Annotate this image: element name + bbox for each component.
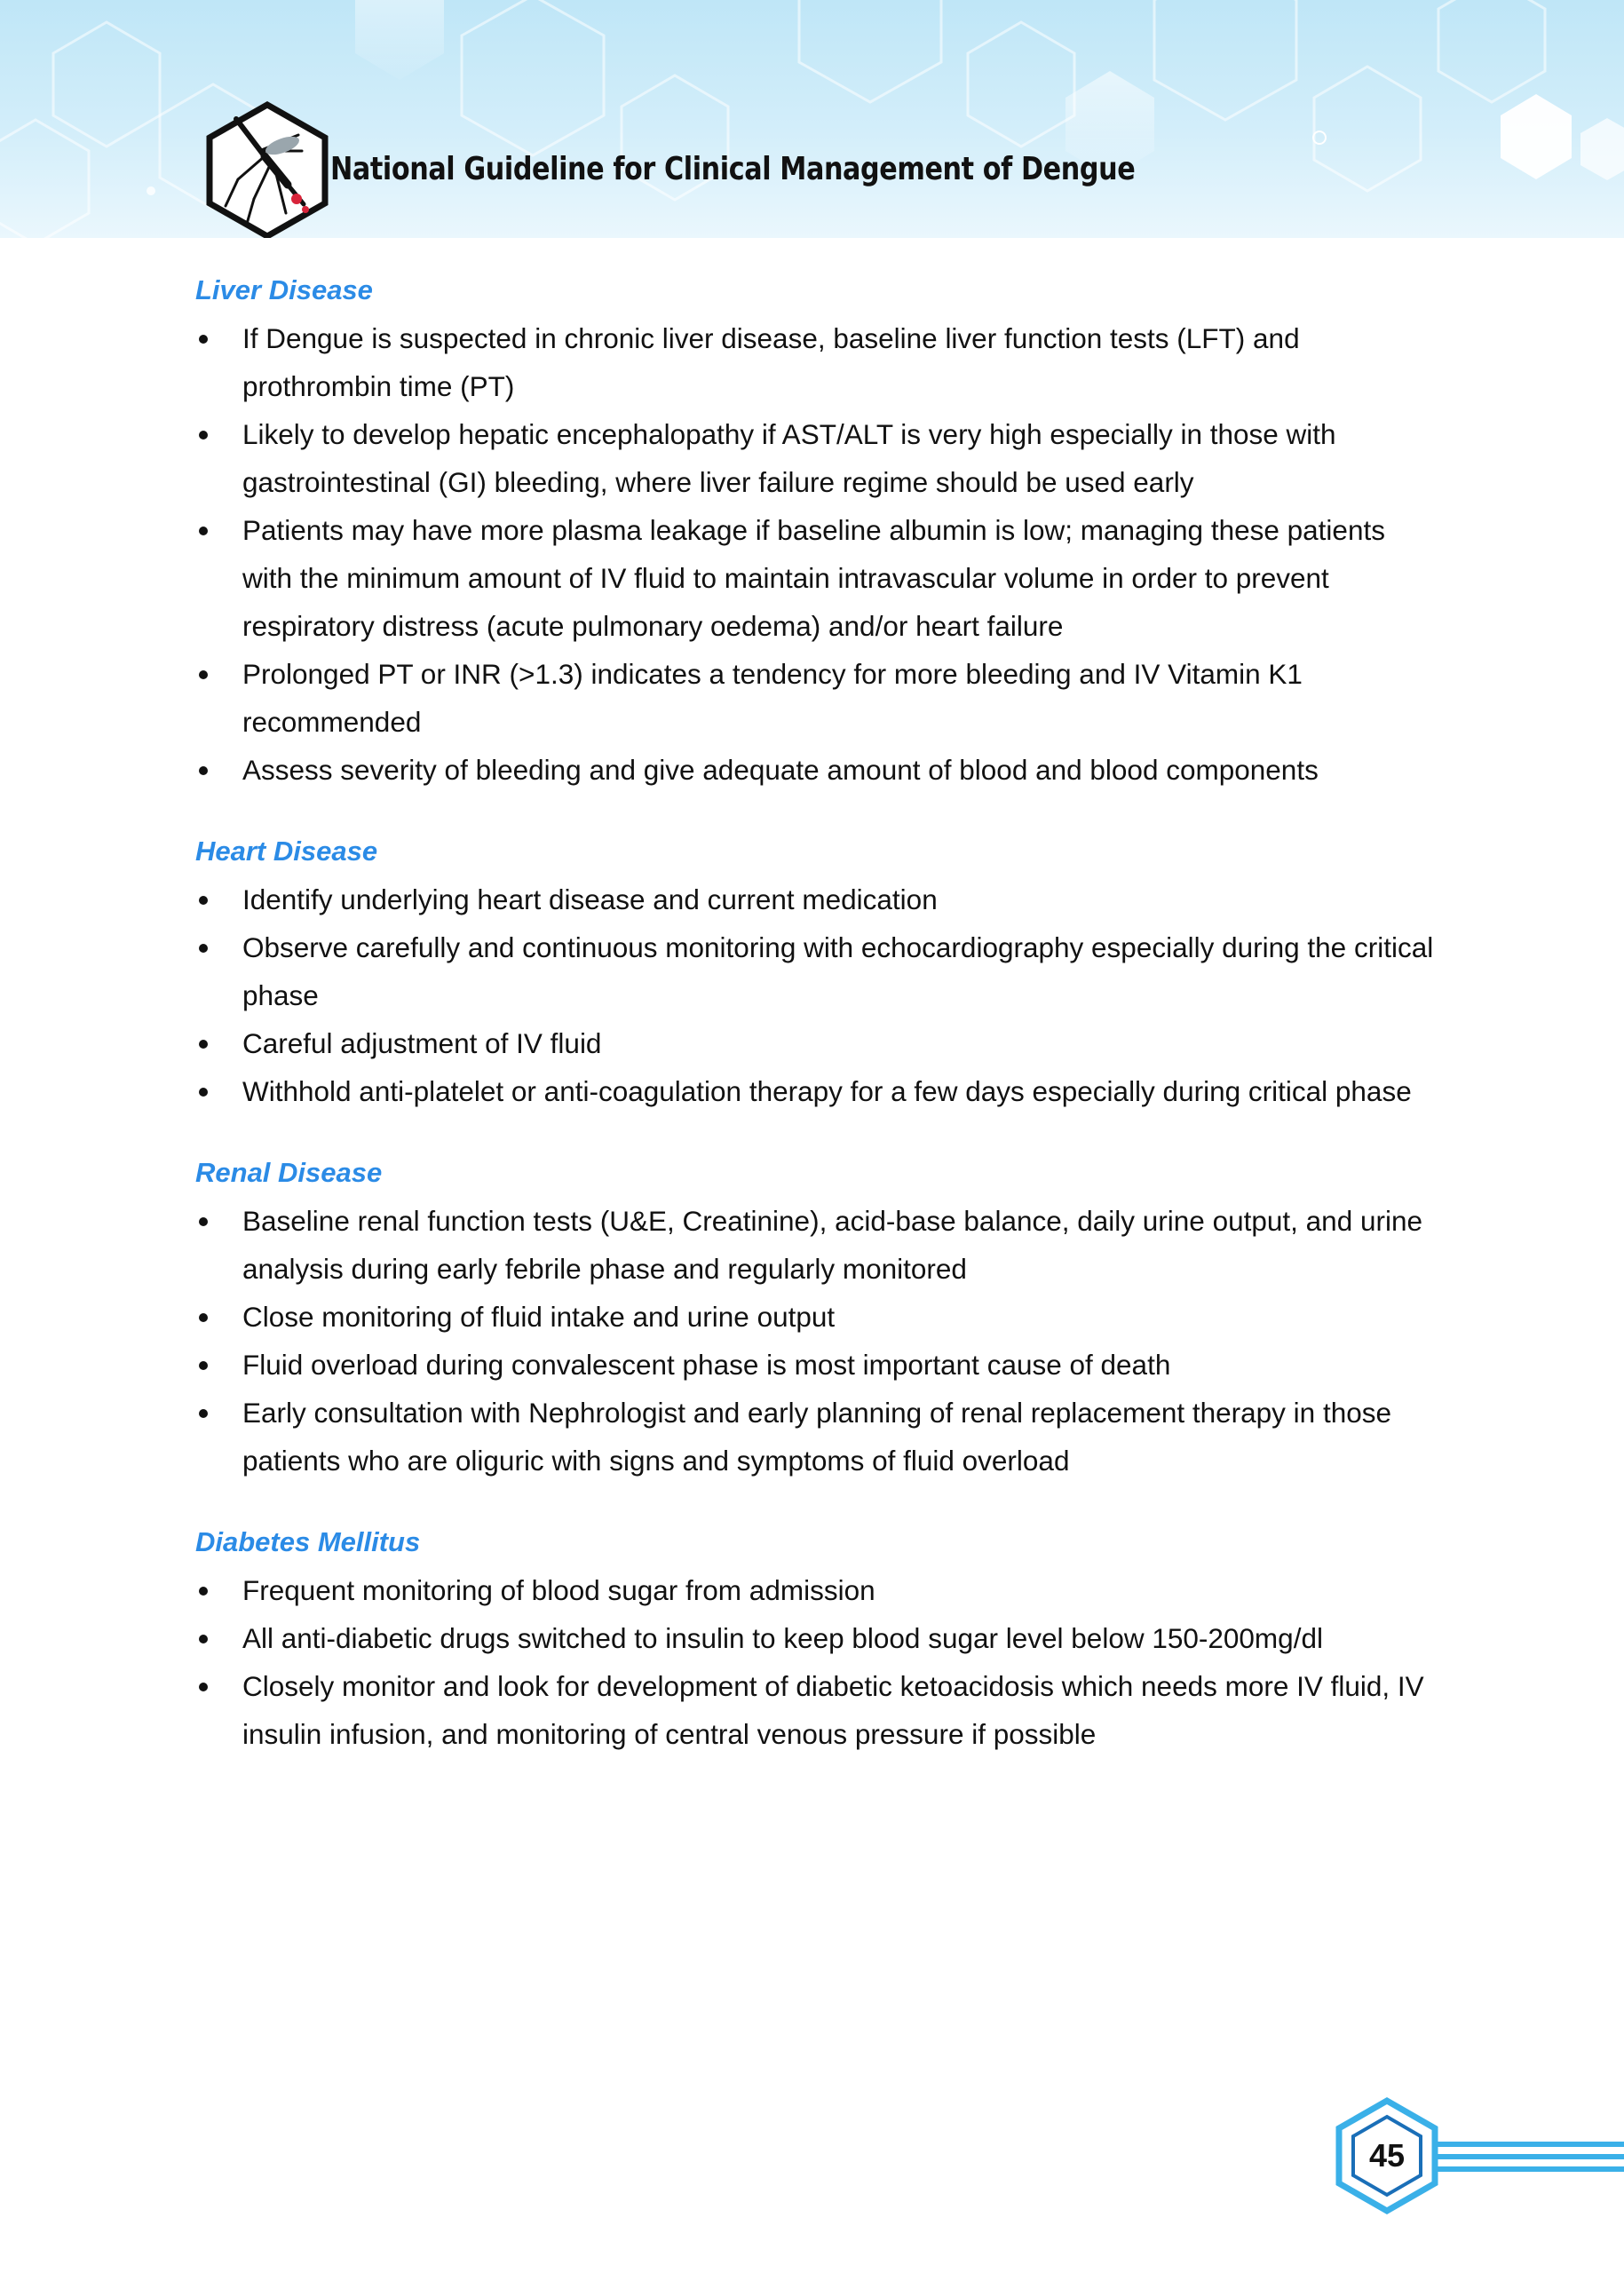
list-item-text: Patients may have more plasma leakage if baseline albumin is low; managing these patients with the minimum amount of IV fluid to maintain intravascular volume in order to prevent respiratory distress (acute pulmonary oedema) and/or heart failure	[242, 514, 1385, 642]
section-diabetes-mellitus	[195, 1518, 1438, 1758]
bullet-icon	[199, 1635, 208, 1643]
list-item	[195, 1566, 1438, 1614]
bullet-icon	[199, 1361, 208, 1370]
list-item	[195, 1197, 1438, 1293]
bullet-icon	[199, 431, 208, 440]
bullet-icon	[199, 766, 208, 775]
bullet-list	[195, 1566, 1438, 1758]
guideline-title: National Guideline for Clinical Management of Dengue	[330, 151, 1136, 187]
document-body	[195, 266, 1438, 1792]
list-item-text: Identify underlying heart disease and current medication	[242, 883, 938, 915]
list-item-text: Frequent monitoring of blood sugar from admission	[242, 1574, 875, 1606]
list-item	[195, 1293, 1438, 1341]
list-item	[195, 746, 1438, 794]
list-item-text: Withhold anti-platelet or anti-coagulation therapy for a few days especially during critical phase	[242, 1075, 1412, 1107]
bullet-icon	[199, 1088, 208, 1097]
list-item-text: Fluid overload during convalescent phase is most important cause of death	[242, 1349, 1171, 1381]
bullet-icon	[199, 1217, 208, 1226]
bullet-list	[195, 314, 1438, 794]
list-item	[195, 1019, 1438, 1067]
list-item-text: All anti-diabetic drugs switched to insulin to keep blood sugar level below 150-200mg/dl	[242, 1622, 1323, 1654]
page-header	[0, 0, 1624, 238]
list-item-text: Early consultation with Nephrologist and early planning of renal replacement therapy in those patients who are oliguric with signs and symptoms of fluid overload	[242, 1397, 1392, 1477]
list-item	[195, 1662, 1438, 1758]
section-title: Liver Disease	[195, 274, 373, 305]
list-item	[195, 410, 1438, 506]
section-title: Renal Disease	[195, 1157, 383, 1188]
bullet-list	[195, 1197, 1438, 1485]
list-item	[195, 1389, 1438, 1485]
list-item-text: If Dengue is suspected in chronic liver disease, baseline liver function tests (LFT) and prothrombin time (PT)	[242, 322, 1300, 402]
section-title: Heart Disease	[195, 836, 378, 867]
bullet-icon	[199, 1683, 208, 1691]
bullet-icon	[199, 1040, 208, 1049]
list-item	[195, 1067, 1438, 1115]
list-item-text: Close monitoring of fluid intake and urine output	[242, 1301, 836, 1333]
list-item	[195, 650, 1438, 746]
section-heart-disease	[195, 828, 1438, 1115]
list-item	[195, 314, 1438, 410]
bullet-list	[195, 875, 1438, 1115]
list-item-text: Closely monitor and look for development of diabetic ketoacidosis which needs more IV fluid, IV insulin infusion, and monitoring of central venous pressure if possible	[242, 1670, 1424, 1750]
list-item	[195, 506, 1438, 650]
list-item-text: Likely to develop hepatic encephalopathy if AST/ALT is very high especially in those with gastrointestinal (GI) bleeding, where liver failure regime should be used early	[242, 418, 1336, 498]
bullet-icon	[199, 1313, 208, 1322]
list-item	[195, 875, 1438, 923]
bullet-icon	[199, 670, 208, 679]
page-number: 45	[1368, 2137, 1406, 2174]
list-item-text: Baseline renal function tests (U&E, Creatinine), acid-base balance, daily urine output, and urine analysis during early febrile phase and regularly monitored	[242, 1205, 1423, 1285]
list-item-text: Prolonged PT or INR (>1.3) indicates a tendency for more bleeding and IV Vitamin K1 recommended	[242, 658, 1303, 738]
section-title: Diabetes Mellitus	[195, 1526, 421, 1557]
page-number-badge	[1314, 2094, 1624, 2218]
list-item-text: Careful adjustment of IV fluid	[242, 1027, 602, 1059]
list-item	[195, 1341, 1438, 1389]
bullet-icon	[199, 1409, 208, 1418]
bullet-icon	[199, 1587, 208, 1596]
bullet-icon	[199, 527, 208, 535]
section-renal-disease	[195, 1149, 1438, 1485]
bullet-icon	[199, 335, 208, 344]
mosquito-hexagon-icon	[201, 99, 334, 238]
bullet-icon	[199, 944, 208, 953]
list-item-text: Observe carefully and continuous monitoring with echocardiography especially during the critical phase	[242, 931, 1434, 1011]
list-item	[195, 1614, 1438, 1662]
bullet-icon	[199, 896, 208, 905]
list-item-text: Assess severity of bleeding and give adequate amount of blood and blood components	[242, 754, 1319, 786]
list-item	[195, 923, 1438, 1019]
section-liver-disease	[195, 266, 1438, 794]
